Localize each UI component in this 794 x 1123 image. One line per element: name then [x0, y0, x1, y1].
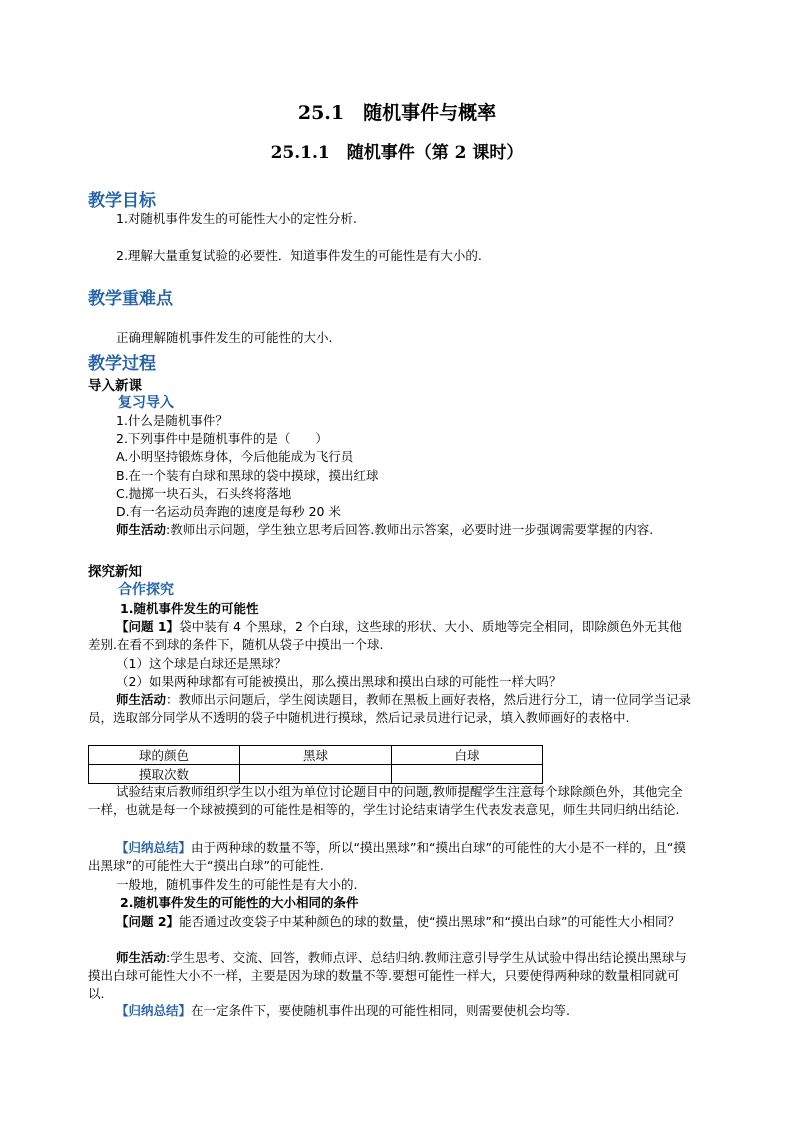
review-label: 复习导入 [118, 395, 174, 411]
question-2-text: 能否通过改变袋子中某种颜色的球的数量，使“摸出黑球”和“摸出白球”的可能性大小相同？ [179, 914, 680, 929]
item2-title: 2.随机事件发生的可能性的大小相同的条件 [120, 895, 359, 910]
summary-2-text: 在一定条件下，要使随机事件出现的可能性相同，则需要使机会均等. [191, 1003, 570, 1018]
question-1-sub-1: （1）这个球是白球还是黑球？ [116, 656, 287, 671]
question-1-sub-2: （2）如果两种球都有可能被摸出，那么摸出黑球和摸出白球的可能性一样大吗？ [116, 674, 562, 689]
explore-heading: 探究新知 [88, 564, 142, 580]
activity-3-text: :学生思考、交流、回答，教师点评、总结归纳.教师注意引导学生从试验中得出结论摸出黑球与摸出白球可能性大小不一样，主要是因为球的数量不等.要想可能性一样大，只要使得两种球的数量相同就可以. [88, 950, 687, 1001]
option-c: C.抛掷一块石头，石头终将落地 [116, 486, 292, 501]
option-d: D.有一名运动员奔跑的速度是每秒 20 米 [116, 504, 341, 519]
option-a: A.小明坚持锻炼身体，今后他能成为飞行员 [116, 449, 354, 464]
question-1 [88, 618, 694, 654]
goal-item-1: 1.对随机事件发生的可能性大小的定性分析. [116, 211, 357, 226]
table-cell-white [392, 765, 543, 784]
page-title: 25.1 随机事件与概率 [297, 102, 497, 124]
summary-1 [88, 839, 694, 875]
table-header-color: 球的颜色 [89, 746, 240, 765]
question-2 [88, 913, 694, 931]
activity-3 [88, 949, 694, 1003]
table-header-white: 白球 [392, 746, 543, 765]
summary-1-label: 【归纳总结】 [116, 840, 192, 855]
option-b: B.在一个装有白球和黑球的袋中摸球，摸出红球 [116, 468, 379, 483]
goals-heading: 教学目标 [88, 191, 156, 211]
coop-label: 合作探究 [118, 582, 174, 598]
activity-3-label: 师生活动 [116, 950, 167, 965]
intro-heading: 导入新课 [88, 378, 142, 394]
question-2-label: 【问题 2】 [116, 914, 180, 929]
table-row [89, 746, 543, 765]
summary-2 [88, 1002, 694, 1020]
question-1-text: 袋中装有 4 个黑球，2 个白球，这些球的形状、大小、质地等完全相同，即除颜色外无其他差别.在看不到球的条件下，随机从袋子中摸出一个球. [88, 619, 682, 652]
activity-2 [88, 691, 694, 727]
key-text: 正确理解随机事件发生的可能性的大小. [116, 330, 333, 345]
table-row [89, 765, 543, 784]
page-subtitle: 25.1.1 随机事件（第 2 课时） [270, 143, 524, 163]
process-heading: 教学过程 [88, 354, 156, 374]
activity-2-text: ：教师出示问题后，学生阅读题目，教师在黑板上画好表格，然后进行分工，请一位同学当记录员，选取部分同学从不透明的袋子中随机进行摸球，然后记录员进行记录，填入教师画好的表格中. [88, 692, 692, 725]
key-heading: 教学重难点 [88, 289, 173, 309]
activity-1-label: 师生活动 [116, 522, 167, 537]
item1-title: 1.随机事件发生的可能性 [120, 601, 259, 616]
activity-1 [88, 521, 694, 539]
goal-item-2: 2.理解大量重复试验的必要性．知道事件发生的可能性是有大小的. [116, 248, 482, 263]
intro-line-1: 1.什么是随机事件？ [116, 413, 228, 428]
question-1-label: 【问题 1】 [116, 619, 180, 634]
record-table [88, 745, 543, 784]
table-header-black: 黑球 [240, 746, 392, 765]
intro-line-2: 2.下列事件中是随机事件的是（ ） [116, 431, 328, 446]
summary-1-text: 由于两种球的数量不等，所以“摸出黑球”和“摸出白球”的可能性的大小是不一样的，且“摸出黑球”的可能性大于“摸出白球”的可能性. [88, 840, 686, 873]
activity-2-label: 师生活动 [116, 692, 167, 707]
after-table-text: 试验结束后教师组织学生以小组为单位讨论题目中的问题,教师提醒学生注意每个球除颜色外，其他完全一样，也就是每一个球被摸到的可能性是相等的，学生讨论结束请学生代表发表意见，师生共同归纳出结论. [88, 784, 683, 817]
general-statement: 一般地，随机事件发生的可能性是有大小的. [116, 877, 358, 892]
activity-1-text: :教师出示问题，学生独立思考后回答.教师出示答案，必要时进一步强调需要掌握的内容. [166, 522, 654, 537]
summary-2-label: 【归纳总结】 [116, 1003, 192, 1018]
table-cell-black [240, 765, 392, 784]
table-row-label: 摸取次数 [89, 765, 240, 784]
